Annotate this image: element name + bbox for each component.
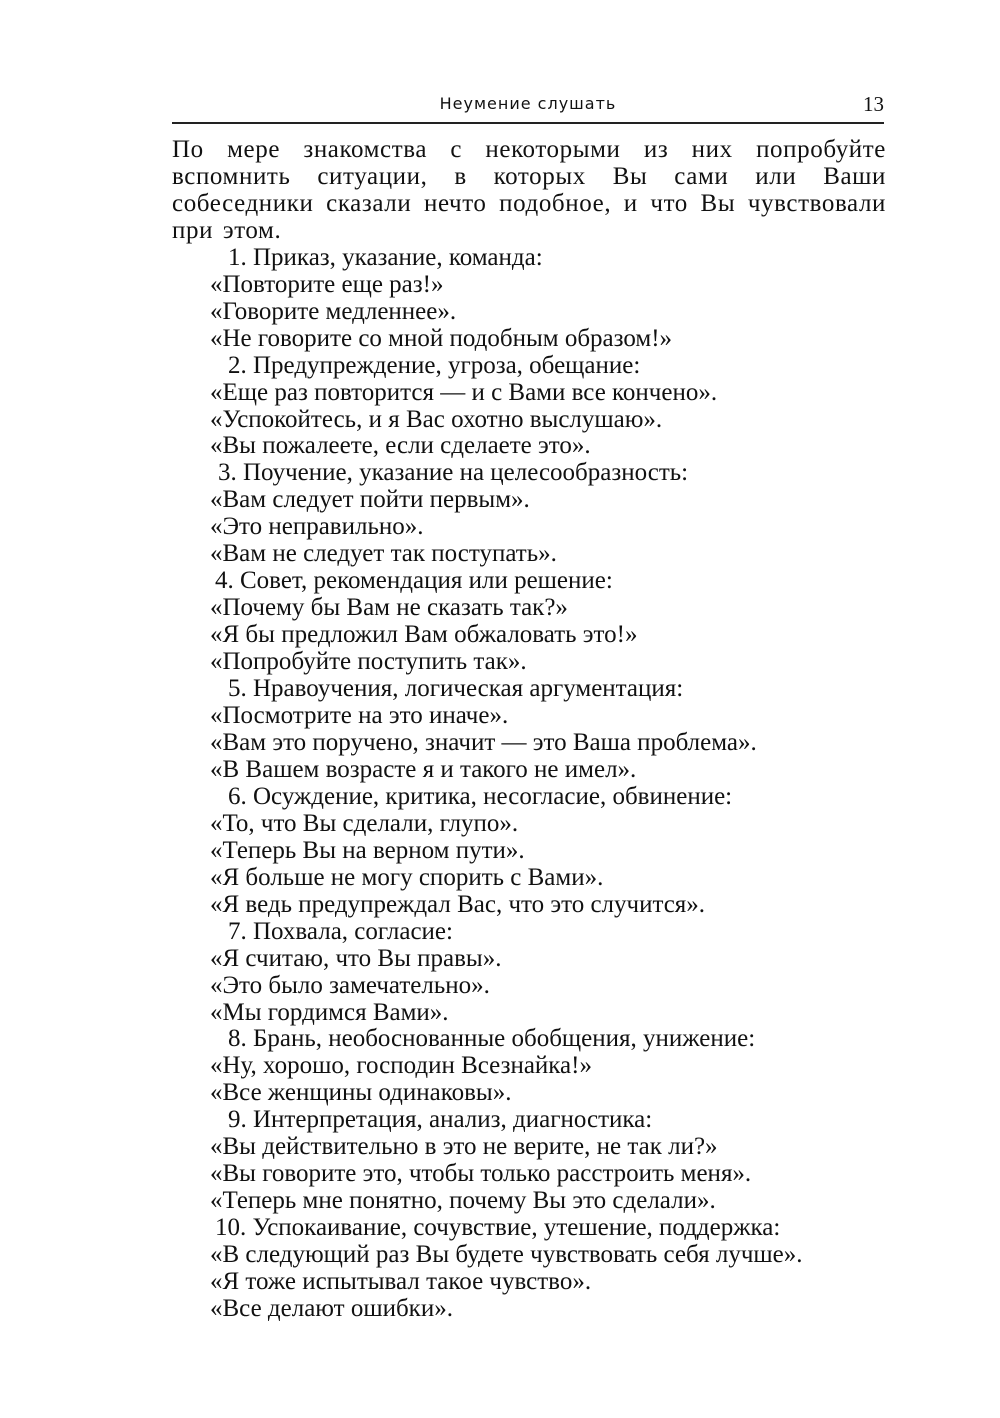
example-quote: «Теперь мне понятно, почему Вы это сделали».: [210, 1187, 716, 1215]
running-title: Неумение слушать: [439, 94, 617, 113]
example-quote: «Мы гордимся Вами».: [210, 998, 449, 1026]
example-quote: «Ну, хорошо, господин Всезнайка!»: [210, 1052, 592, 1080]
example-quote: «Вы действительно в это не верите, не так ли?»: [210, 1133, 718, 1161]
example-quote: «Вам это поручено, значит — это Ваша проблема».: [210, 728, 757, 756]
example-quote: «Успокойтесь, и я Вас охотно выслушаю».: [210, 405, 663, 433]
example-quote: «Это неправильно».: [210, 513, 424, 541]
example-quote: «То, что Вы сделали, глупо».: [210, 809, 519, 837]
list-item-title: 10. Успокаивание, сочувствие, утешение, поддержка:: [215, 1214, 781, 1242]
example-quote: «В Вашем возрасте я и такого не имел».: [210, 755, 637, 783]
example-quote: «Я ведь предупреждал Вас, что это случится».: [210, 890, 706, 918]
example-quote: «Это было замечательно».: [210, 971, 490, 999]
example-quote: «Вам следует пойти первым».: [210, 486, 530, 514]
list-item-title: 6. Осуждение, критика, несогласие, обвинение:: [228, 782, 733, 810]
example-quote: «Вам не следует так поступать».: [210, 540, 557, 568]
example-quote: «Я бы предложил Вам обжаловать это!»: [210, 621, 638, 649]
example-quote: «Не говорите со мной подобным образом!»: [210, 324, 673, 352]
intro-paragraph: По мере знакомства с некоторыми из них попробуйте вспомнить ситуации, в которых Вы сами или Ваши собеседники сказали нечто подобное, и что Вы чувствовали при этом.: [172, 136, 886, 244]
list-item-title: 8. Брань, необоснованные обобщения, унижение:: [228, 1025, 756, 1053]
page-body: [172, 137, 886, 1323]
example-quote: «Попробуйте поступить так».: [210, 648, 527, 676]
response-list: [172, 245, 886, 1323]
list-item-title: 5. Нравоучения, логическая аргументация:: [228, 675, 684, 703]
list-item-title: 1. Приказ, указание, команда:: [228, 243, 543, 271]
list-item-title: 2. Предупреждение, угроза, обещание:: [228, 351, 641, 379]
example-quote: «Все женщины одинаковы».: [210, 1079, 512, 1107]
page-number: 13: [863, 92, 884, 116]
example-quote: «Теперь Вы на верном пути».: [210, 836, 525, 864]
example-quote: «Вы пожалеете, если сделаете это».: [210, 432, 591, 460]
example-quote: «Почему бы Вам не сказать так?»: [210, 594, 568, 622]
example-quote: «Посмотрите на это иначе».: [210, 702, 509, 730]
example-quote: «В следующий раз Вы будете чувствовать себя лучше».: [210, 1241, 803, 1269]
example-quote: «Я тоже испытывал такое чувство».: [210, 1268, 592, 1296]
example-quote: «Все делают ошибки».: [210, 1294, 453, 1322]
example-quote: «Вы говорите это, чтобы только расстроить меня».: [210, 1160, 752, 1188]
example-quote: «Повторите еще раз!»: [210, 270, 444, 298]
example-quote: «Говорите медленнее».: [210, 297, 457, 325]
list-item-title: 7. Похвала, согласие:: [228, 917, 453, 945]
list-item-title: 4. Совет, рекомендация или решение:: [215, 567, 613, 595]
list-item-title: 3. Поучение, указание на целесообразность:: [218, 459, 689, 487]
example-quote: «Еще раз повторится — и с Вами все кончено».: [210, 378, 718, 406]
page-header: [172, 92, 884, 124]
example-quote: «Я больше не могу спорить с Вами».: [210, 863, 604, 891]
example-quote: «Я считаю, что Вы правы».: [210, 944, 502, 972]
list-item-title: 9. Интерпретация, анализ, диагностика:: [228, 1106, 653, 1134]
